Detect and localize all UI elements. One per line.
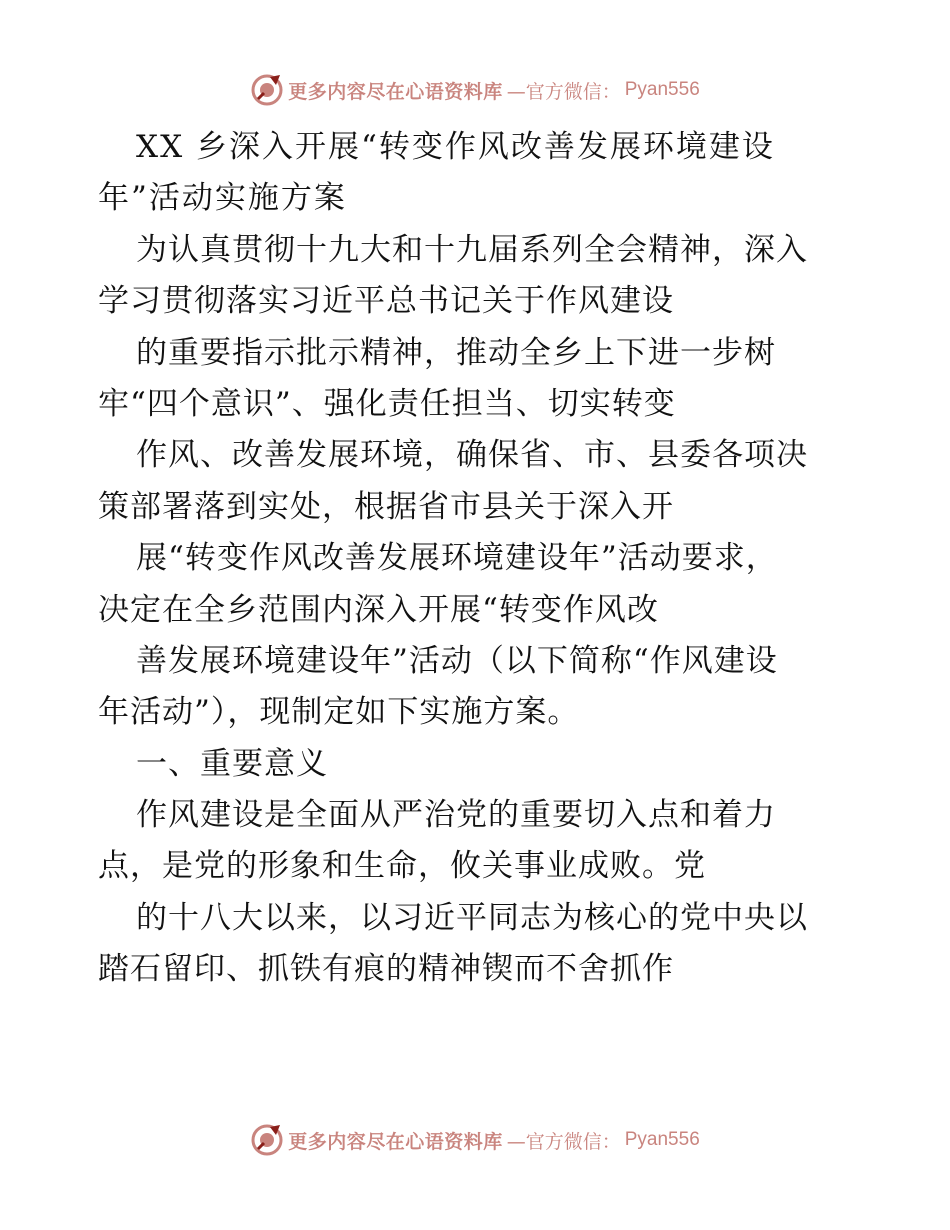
watermark-text: 更多内容尽在心语资料库 — [288, 1130, 503, 1153]
logo-icon — [250, 1123, 284, 1157]
paragraph-line: 年活动”），现制定如下实施方案。 — [98, 694, 580, 731]
watermark-separator: —官方微信： — [506, 80, 621, 103]
document-title-line-2: 年”活动实施方案 — [98, 180, 347, 217]
paragraph-line: 踏石留印、抓铁有痕的精神锲而不舍抓作 — [98, 951, 674, 988]
watermark-wechat-id: Pyan556 — [624, 79, 700, 100]
watermark-text: 更多内容尽在心语资料库 — [288, 80, 503, 103]
paragraph-line: 决定在全乡范围内深入开展“转变作风改 — [98, 591, 659, 628]
document-title-line-1: XX 乡深入开展“转变作风改善发展环境建设 — [136, 129, 775, 165]
paragraph-line: 为认真贯彻十九大和十九届系列全会精神，深入 — [136, 231, 808, 268]
paragraph-line: 展“转变作风改善发展环境建设年”活动要求， — [136, 540, 778, 577]
paragraph-line: 点，是党的形象和生命，攸关事业成败。党 — [98, 848, 706, 885]
paragraph-line: 的重要指示批示精神，推动全乡上下进一步树 — [136, 334, 776, 371]
document-body — [98, 122, 858, 996]
watermark-header — [0, 72, 950, 108]
paragraph-line: 学习贯彻落实习近平总书记关于作风建设 — [98, 283, 674, 320]
logo-icon — [250, 73, 284, 107]
watermark-footer — [0, 1122, 950, 1158]
watermark-wechat-id: Pyan556 — [624, 1129, 700, 1150]
paragraph-line: 策部署落到实处，根据省市县关于深入开 — [98, 488, 674, 525]
watermark-separator: —官方微信： — [506, 1130, 621, 1153]
paragraph-line: 牢“四个意识”、强化责任担当、切实转变 — [98, 385, 676, 422]
paragraph-line: 善发展环境建设年”活动（以下简称“作风建设 — [136, 642, 778, 679]
section-heading: 一、重要意义 — [136, 745, 328, 782]
paragraph-line: 的十八大以来，以习近平同志为核心的党中央以 — [136, 899, 808, 936]
paragraph-line: 作风、改善发展环境，确保省、市、县委各项决 — [136, 437, 808, 474]
paragraph-line: 作风建设是全面从严治党的重要切入点和着力 — [136, 797, 776, 834]
